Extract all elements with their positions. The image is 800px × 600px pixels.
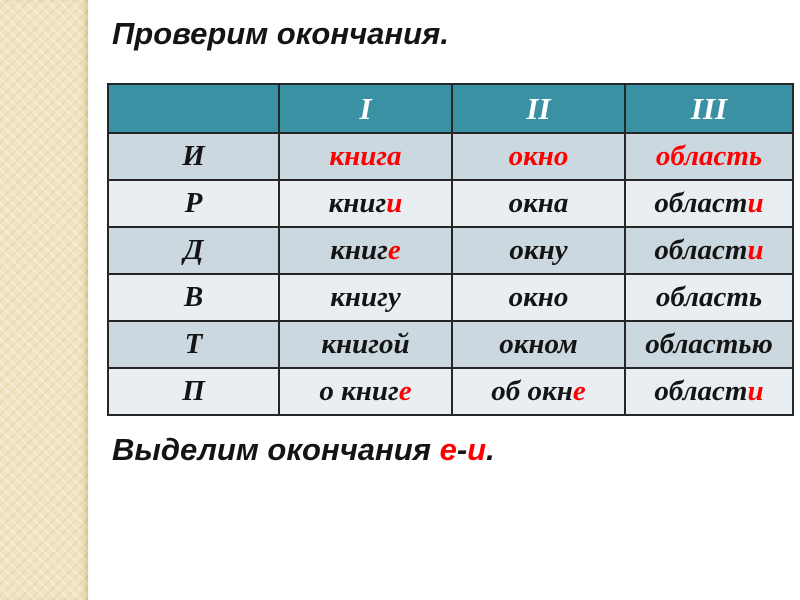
declension-column-header: III	[625, 84, 793, 133]
word-cell	[625, 227, 793, 274]
word-cell	[279, 133, 452, 180]
text-segment: книгой	[321, 328, 410, 360]
slide-title: Проверим окончания.	[112, 16, 449, 51]
word-cell	[279, 274, 452, 321]
case-label-cell: Р	[108, 180, 279, 227]
word-cell	[625, 321, 793, 368]
word-cell	[625, 133, 793, 180]
text-segment: окну	[509, 234, 568, 266]
word-cell	[452, 180, 625, 227]
text-segment: область	[655, 281, 763, 313]
word-cell	[452, 321, 625, 368]
text-segment: окно	[508, 281, 569, 313]
text-segment: о книг	[319, 375, 399, 407]
text-segment: област	[654, 234, 748, 266]
highlighted-ending: и	[747, 234, 764, 266]
table-body	[108, 133, 793, 415]
highlighted-ending: окно	[508, 140, 569, 172]
text-segment: -	[456, 432, 468, 467]
declension-column-header: II	[452, 84, 625, 133]
highlighted-ending: е	[398, 375, 412, 407]
text-segment: областью	[645, 328, 773, 360]
table-row	[108, 227, 793, 274]
highlighted-ending: и	[467, 432, 487, 467]
text-segment: книгу	[330, 281, 401, 313]
word-cell	[452, 227, 625, 274]
slide-caption	[112, 432, 495, 468]
decorative-sidebar-strip	[0, 0, 90, 600]
word-cell	[452, 368, 625, 415]
declension-table	[107, 83, 794, 416]
highlighted-ending: е	[387, 234, 401, 266]
case-label-cell: П	[108, 368, 279, 415]
highlighted-ending: е	[439, 432, 457, 467]
highlighted-ending: область	[655, 140, 763, 172]
word-cell	[625, 368, 793, 415]
table-row	[108, 274, 793, 321]
text-segment: окна	[508, 187, 569, 219]
table-row	[108, 133, 793, 180]
highlighted-ending: е	[572, 375, 586, 407]
table-row	[108, 368, 793, 415]
text-segment: Выделим окончания	[112, 432, 440, 467]
case-label-cell: В	[108, 274, 279, 321]
word-cell	[625, 180, 793, 227]
table-row	[108, 321, 793, 368]
table-row	[108, 180, 793, 227]
highlighted-ending: и	[747, 375, 764, 407]
text-segment: окном	[499, 328, 578, 360]
empty-corner-header	[108, 84, 279, 133]
highlighted-ending: книга	[329, 140, 402, 172]
text-segment: област	[654, 375, 748, 407]
text-segment: книг	[330, 234, 388, 266]
word-cell	[625, 274, 793, 321]
word-cell	[279, 368, 452, 415]
word-cell	[452, 133, 625, 180]
text-segment: .	[486, 432, 495, 467]
word-cell	[452, 274, 625, 321]
case-label-cell: Д	[108, 227, 279, 274]
table-header-row	[108, 84, 793, 133]
text-segment: об окн	[491, 375, 573, 407]
highlighted-ending: и	[386, 187, 403, 219]
declension-column-header: I	[279, 84, 452, 133]
text-segment: област	[654, 187, 748, 219]
highlighted-ending: и	[747, 187, 764, 219]
word-cell	[279, 227, 452, 274]
word-cell	[279, 180, 452, 227]
table-header	[108, 84, 793, 133]
word-cell	[279, 321, 452, 368]
text-segment: книг	[328, 187, 387, 219]
case-label-cell: Т	[108, 321, 279, 368]
case-label-cell: И	[108, 133, 279, 180]
